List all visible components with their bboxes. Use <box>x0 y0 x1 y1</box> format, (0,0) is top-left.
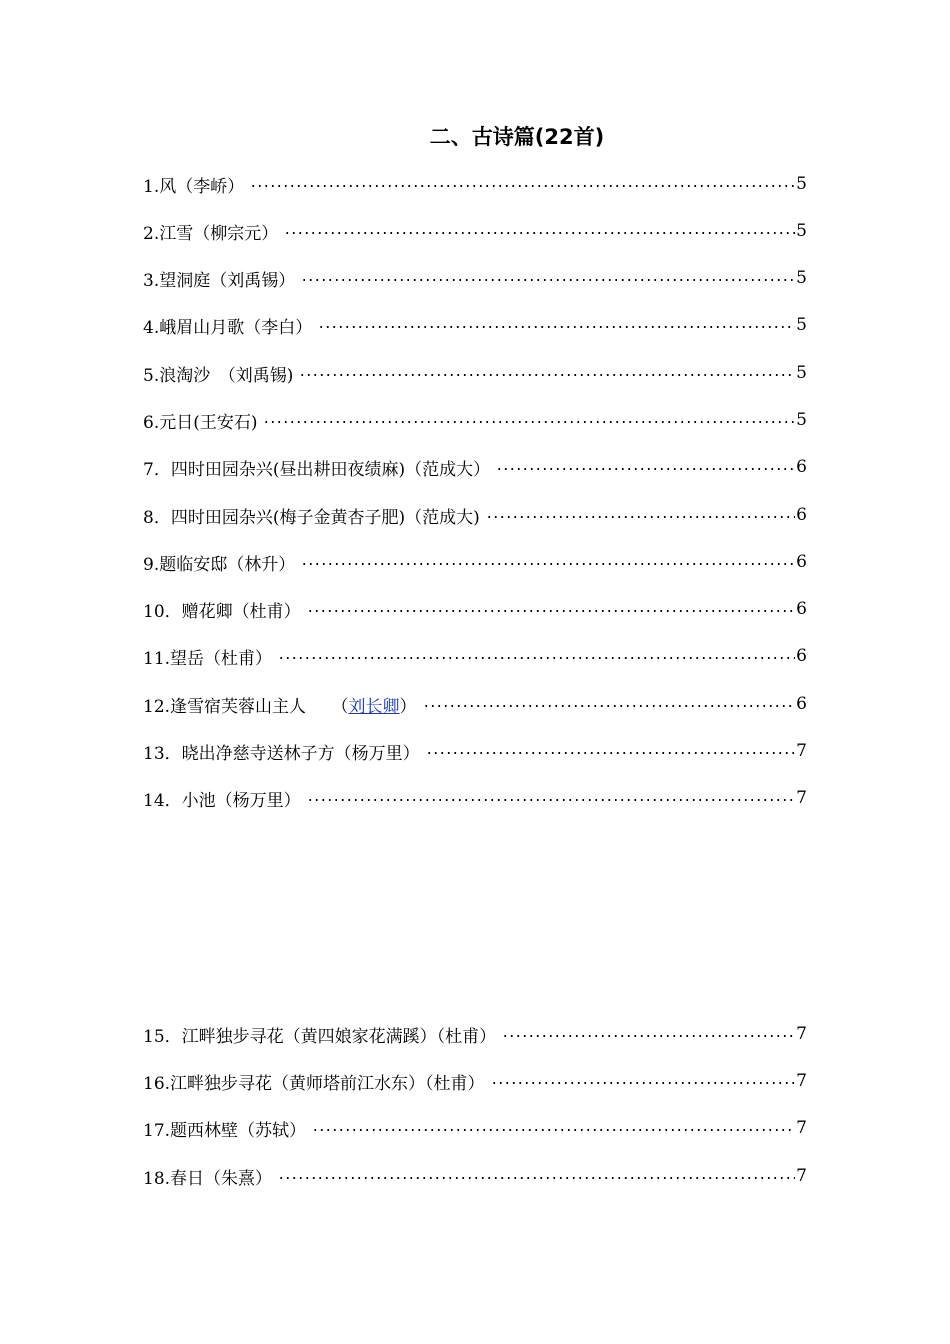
toc-entry-4[interactable] <box>143 312 807 338</box>
dot-leader <box>250 185 795 187</box>
toc-entry-13[interactable] <box>143 738 807 764</box>
dot-leader <box>496 468 795 470</box>
toc-entry-title: 14．小池（杨万里） <box>143 790 301 811</box>
toc-entry-title: 2.江雪（柳宗元） <box>143 223 279 244</box>
dot-leader <box>301 279 795 281</box>
toc-entry-title-suffix: ） <box>399 696 417 717</box>
toc-entry-11[interactable] <box>143 643 807 669</box>
toc-page-number: 6 <box>796 646 807 666</box>
toc-entry-title: 5.浪淘沙 （刘禹锡) <box>143 365 294 386</box>
dot-leader <box>502 1035 795 1037</box>
toc-page-number: 7 <box>796 1118 807 1138</box>
dot-leader <box>426 752 795 754</box>
toc-entry-title: 1.风（李峤） <box>143 176 245 197</box>
toc-entry-title: 11.望岳（杜甫） <box>143 648 273 669</box>
toc-page-number: 7 <box>796 1024 807 1044</box>
toc-entry-17[interactable] <box>143 1115 807 1141</box>
toc-entry-8[interactable] <box>143 502 807 528</box>
toc-entry-title: 18.春日（朱熹） <box>143 1168 273 1189</box>
toc-page-number: 5 <box>796 268 807 288</box>
toc-entry-16[interactable] <box>143 1068 807 1094</box>
toc-page-number: 7 <box>796 741 807 761</box>
toc-entry-title: 7．四时田园杂兴(昼出耕田夜绩麻)（范成大） <box>143 459 491 480</box>
dot-leader <box>263 421 795 423</box>
toc-entry-title: 8．四时田园杂兴(梅子金黄杏子肥)（范成大) <box>143 507 480 528</box>
toc-entry-14[interactable] <box>143 785 807 811</box>
toc-page-number: 6 <box>796 552 807 572</box>
toc-page-number: 6 <box>796 505 807 525</box>
toc-entry-5[interactable] <box>143 360 807 386</box>
toc-entry-7[interactable] <box>143 454 807 480</box>
dot-leader <box>301 563 795 565</box>
dot-leader <box>299 374 795 376</box>
toc-entry-12[interactable] <box>143 691 807 717</box>
toc-entry-title-prefix: 12.逢雪宿芙蓉山主人 （ <box>143 696 349 717</box>
dot-leader <box>312 1129 795 1131</box>
dot-leader <box>318 326 795 328</box>
toc-page-number: 6 <box>796 694 807 714</box>
dot-leader <box>307 799 795 801</box>
toc-page-number: 7 <box>796 788 807 808</box>
toc-page-number: 7 <box>796 1071 807 1091</box>
dot-leader <box>284 232 795 234</box>
toc-page-number: 5 <box>796 174 807 194</box>
toc-page-number: 6 <box>796 457 807 477</box>
dot-leader <box>307 610 795 612</box>
toc-entry-9[interactable] <box>143 549 807 575</box>
toc-entry-title: 9.题临安邸（林升） <box>143 554 296 575</box>
author-link[interactable]: 刘长卿 <box>348 696 400 717</box>
toc-page-number: 7 <box>796 1166 807 1186</box>
toc-entry-18[interactable] <box>143 1163 807 1189</box>
dot-leader <box>491 1082 795 1084</box>
toc-entry-6[interactable] <box>143 407 807 433</box>
toc-page-number: 5 <box>796 363 807 383</box>
toc-entry-2[interactable] <box>143 218 807 244</box>
dot-leader <box>486 516 795 518</box>
toc-page-number: 5 <box>796 221 807 241</box>
toc-entry-10[interactable] <box>143 596 807 622</box>
toc-entry-3[interactable] <box>143 265 807 291</box>
toc-entry-title: 3.望洞庭（刘禹锡） <box>143 270 296 291</box>
toc-entry-1[interactable] <box>143 171 807 197</box>
toc-entry-title: 10．赠花卿（杜甫） <box>143 601 301 622</box>
toc-page-number: 6 <box>796 599 807 619</box>
toc-entry-title: 13．晓出净慈寺送林子方（杨万里） <box>143 743 420 764</box>
toc-entry-title <box>143 692 423 717</box>
toc-page-number: 5 <box>796 315 807 335</box>
toc-entry-15[interactable] <box>143 1021 807 1047</box>
dot-leader <box>278 1177 795 1179</box>
section-heading: 二、古诗篇(22首) <box>429 125 605 149</box>
toc-entry-title: 6.元日(王安石) <box>143 412 258 433</box>
toc-entry-title: 15．江畔独步寻花（黄四娘家花满蹊）（杜甫） <box>143 1026 497 1047</box>
toc-entry-title: 4.峨眉山月歌（李白） <box>143 317 313 338</box>
dot-leader <box>423 705 795 707</box>
toc-page-number: 5 <box>796 410 807 430</box>
toc-entry-title: 16.江畔独步寻花（黄师塔前江水东）（杜甫） <box>143 1073 485 1094</box>
dot-leader <box>278 657 795 659</box>
toc-entry-title: 17.题西林壁（苏轼） <box>143 1120 307 1141</box>
